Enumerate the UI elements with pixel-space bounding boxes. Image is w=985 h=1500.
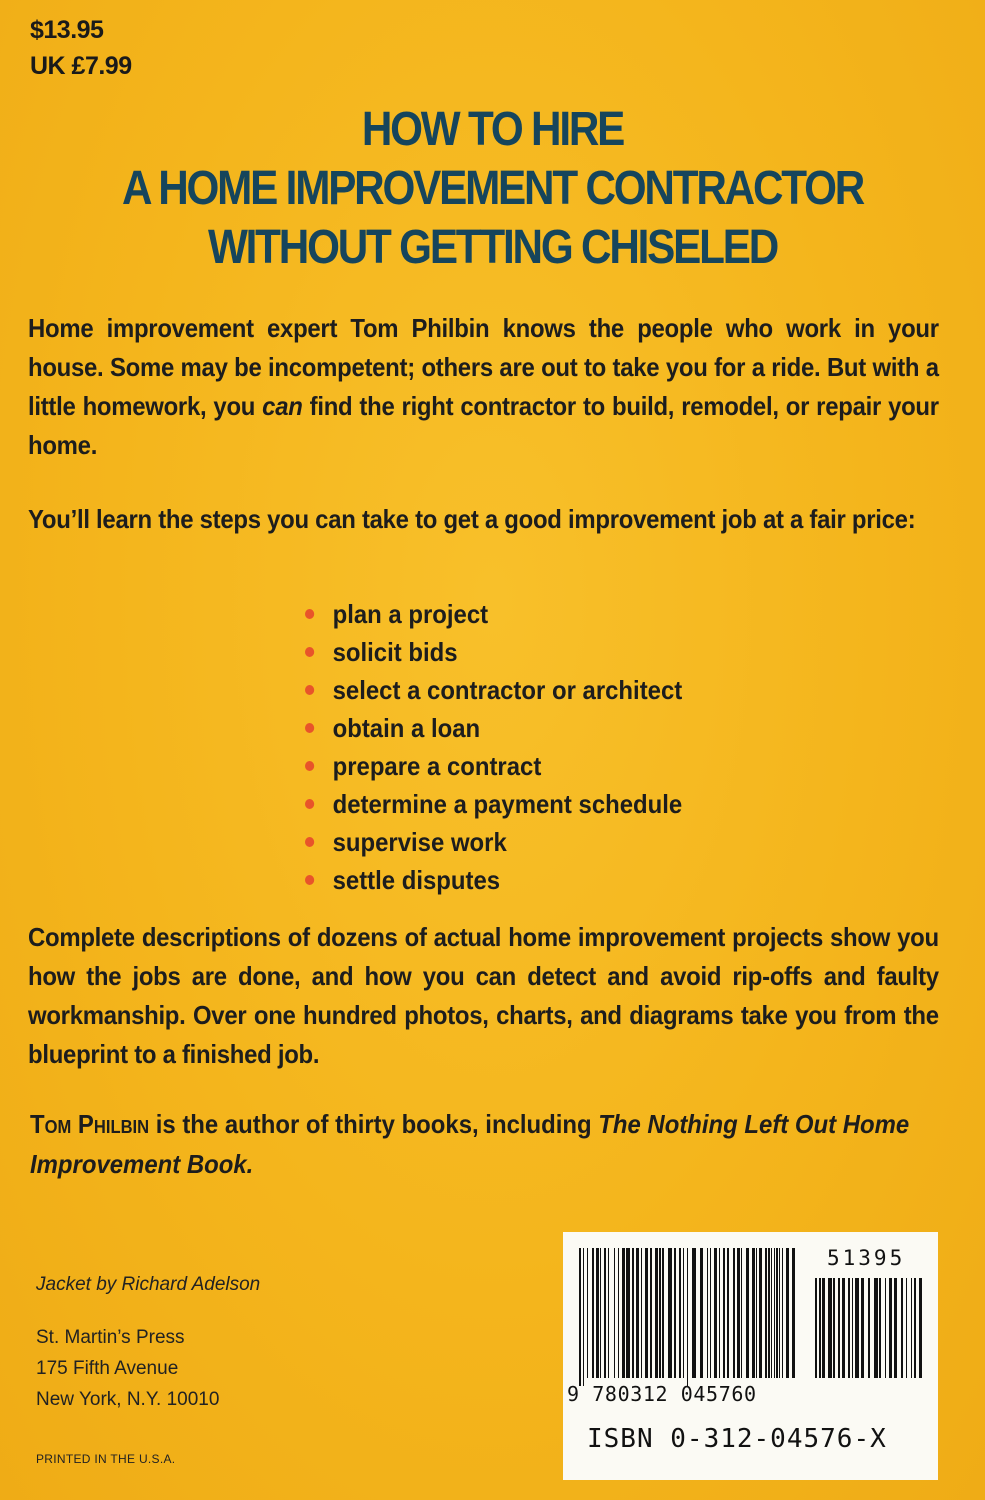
barcode-bar	[759, 1248, 762, 1378]
barcode-bar	[626, 1248, 630, 1378]
barcode-bar	[579, 1248, 581, 1386]
barcode-bar	[714, 1248, 717, 1378]
barcode-bar	[911, 1278, 912, 1378]
barcode-bar	[874, 1278, 878, 1378]
price-uk: UK £7.99	[30, 52, 132, 80]
barcode-bar	[650, 1248, 652, 1378]
barcode-bar	[889, 1278, 892, 1378]
barcode-bar	[587, 1248, 588, 1378]
barcode-bar	[710, 1248, 711, 1378]
barcode-bar	[608, 1248, 609, 1378]
barcode-bar	[786, 1248, 789, 1378]
barcode-bar	[683, 1248, 684, 1378]
barcode-bar	[737, 1248, 740, 1378]
barcode-bar	[622, 1248, 625, 1378]
steps-list	[305, 595, 715, 899]
barcode-bar	[852, 1278, 853, 1378]
barcode-bar	[632, 1248, 634, 1378]
list-item-text: settle disputes	[332, 865, 501, 895]
bullet-dot-icon	[305, 799, 314, 809]
barcode-bar	[855, 1278, 859, 1378]
list-item-text: solicit bids	[332, 637, 458, 667]
barcode-bar	[779, 1248, 780, 1378]
isbn-label: ISBN 0-312-04576-X	[587, 1424, 887, 1454]
bullet-dot-icon	[305, 609, 314, 619]
barcode-bar	[756, 1248, 757, 1378]
barcode-bar	[868, 1278, 870, 1378]
author-bio-text: is the author of thirty books, including	[149, 1109, 599, 1139]
jacket-credit: Jacket by Richard Adelson	[36, 1274, 261, 1295]
barcode-bar	[828, 1278, 832, 1378]
publisher-address	[36, 1322, 219, 1415]
barcode-bar	[733, 1248, 735, 1378]
title-line-1: HOW TO HIRE	[361, 103, 624, 156]
bullet-dot-icon	[305, 685, 314, 695]
barcode-bar	[838, 1278, 840, 1378]
barcode-bar	[765, 1248, 767, 1378]
barcode-bar	[645, 1248, 648, 1378]
barcode-bar	[848, 1278, 850, 1378]
barcode-bar	[768, 1248, 770, 1378]
printed-notice: PRINTED IN THE U.S.A.	[36, 1452, 176, 1466]
barcode-bar	[600, 1248, 601, 1378]
barcode-bar	[792, 1248, 795, 1378]
book-title	[59, 100, 926, 277]
barcode-bar	[833, 1278, 835, 1378]
barcode-bar	[776, 1248, 778, 1378]
barcode-bar	[679, 1248, 681, 1378]
barcode-bar	[914, 1278, 916, 1378]
barcode-bar	[659, 1248, 661, 1378]
barcode-bar	[662, 1248, 664, 1378]
list-item	[305, 785, 682, 823]
title-line-2: A HOME IMPROVEMENT CONTRACTOR	[121, 162, 864, 215]
intro-paragraph	[28, 309, 939, 465]
barcode-bar	[842, 1278, 845, 1378]
price-usd: $13.95	[30, 16, 104, 44]
barcode-bar	[752, 1248, 755, 1378]
list-item	[305, 671, 682, 709]
addon-code: 51395	[827, 1246, 906, 1270]
list-item-text: obtain a loan	[332, 713, 481, 743]
list-item	[305, 823, 682, 861]
publisher-street: 175 Fifth Avenue	[36, 1358, 179, 1379]
title-line-3: WITHOUT GETTING CHISELED	[207, 221, 778, 274]
publisher-name: St. Martin’s Press	[36, 1327, 185, 1348]
barcode-bar	[861, 1278, 864, 1378]
barcode-bar	[592, 1248, 594, 1378]
list-item	[305, 709, 682, 747]
barcode-bar	[596, 1248, 599, 1378]
author-bio	[30, 1104, 941, 1184]
barcode-bar	[583, 1248, 584, 1386]
list-item-text: prepare a contract	[332, 751, 542, 781]
bullet-dot-icon	[305, 723, 314, 733]
bullet-dot-icon	[305, 761, 314, 771]
list-item	[305, 633, 682, 671]
barcode-bar	[655, 1248, 658, 1378]
bullet-dot-icon	[305, 647, 314, 657]
list-item-text: select a contractor or architect	[332, 675, 683, 705]
barcode-bar	[723, 1248, 725, 1378]
bullet-dot-icon	[305, 837, 314, 847]
barcode-bar	[668, 1248, 672, 1378]
description-paragraph: Complete descriptions of dozens of actual home improvement projects show you how the jobs are done, and how you can detect and avoid rip-offs and faulty workmanship. Over one hundred photos, charts, and diagrams take you from the blueprint to a finished job.	[28, 922, 939, 1069]
barcode-bar	[719, 1248, 720, 1378]
list-item	[305, 861, 682, 899]
intro-text-2: find the right contractor to build, remodel, or repair your home.	[28, 391, 939, 460]
barcode-bar	[815, 1278, 817, 1378]
publisher-city: New York, N.Y. 10010	[36, 1389, 220, 1410]
barcode-bar	[822, 1278, 825, 1378]
bullet-dot-icon	[305, 875, 314, 885]
ean-barcode-bars	[579, 1248, 795, 1386]
addon-barcode-bars	[815, 1278, 922, 1378]
barcode-bar	[746, 1248, 749, 1378]
barcode-bar	[618, 1248, 619, 1378]
barcode-bar	[707, 1248, 708, 1378]
barcode-bar	[636, 1248, 639, 1378]
barcode-bar	[692, 1248, 696, 1378]
barcode-bar	[700, 1248, 703, 1378]
barcode-bar	[906, 1278, 907, 1378]
intro-text-1: Home improvement expert Tom Philbin knows the people who work in your house. Some may be incompetent; others are out to take you for a ride. But with a little homework, you	[28, 313, 939, 421]
barcode-bar	[879, 1278, 881, 1378]
barcode-bar	[641, 1248, 642, 1378]
barcode-bar	[901, 1278, 903, 1378]
list-item-text: supervise work	[332, 827, 507, 857]
list-item-text: determine a payment schedule	[332, 789, 683, 819]
barcode-bar	[774, 1248, 775, 1378]
barcode-bar	[771, 1248, 772, 1378]
barcode-bar	[819, 1278, 821, 1378]
list-item	[305, 595, 682, 633]
barcode-bar	[885, 1278, 886, 1378]
barcode-bar	[741, 1248, 742, 1378]
author-name: Tom Philbin	[30, 1109, 150, 1139]
other-book-title: The Nothing Left Out Home Improvement Book.	[30, 1109, 910, 1179]
barcode-bar	[604, 1248, 606, 1378]
list-item	[305, 747, 682, 785]
barcode-bar	[919, 1278, 922, 1378]
list-item-text: plan a project	[332, 599, 489, 629]
barcode-bar	[894, 1278, 897, 1378]
barcode-bar	[674, 1248, 676, 1378]
barcode-bar	[614, 1248, 615, 1378]
barcode-panel	[563, 1232, 938, 1480]
barcode-bar	[782, 1248, 783, 1378]
steps-intro-paragraph: You’ll learn the steps you can take to get a good improvement job at a fair price:	[28, 504, 916, 534]
intro-emphasis: can	[262, 391, 303, 421]
barcode-bar	[727, 1248, 729, 1378]
ean-number: 9 780312 045760	[567, 1382, 757, 1406]
barcode-bar	[687, 1248, 688, 1386]
